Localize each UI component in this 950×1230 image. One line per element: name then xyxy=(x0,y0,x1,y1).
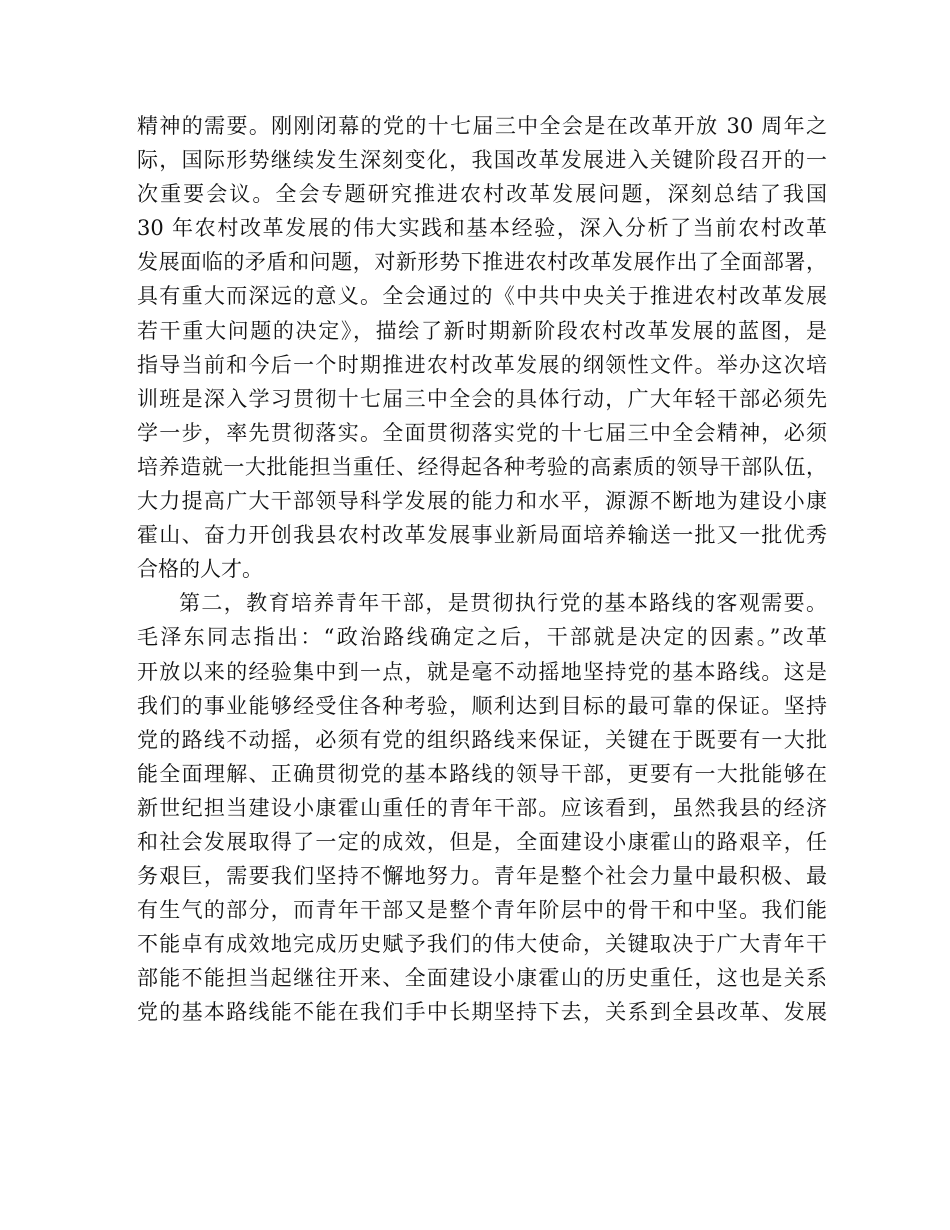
paragraph-1 xyxy=(137,109,827,586)
text-line: 精神的需要。刚刚闭幕的党的十七届三中全会是在改革开放 30 周年之 xyxy=(137,114,827,138)
text-line: 新世纪担当建设小康霍山重任的青年干部。应该看到，虽然我县的经济 xyxy=(137,795,827,820)
text-line: 发展面临的矛盾和问题，对新形势下推进农村改革发展作出了全面部署， xyxy=(137,250,827,275)
text-line: 党的路线不动摇，必须有党的组织路线来保证，关键在于既要有一大批 xyxy=(137,727,827,752)
text-line: 毛泽东同志指出：“政治路线确定之后，干部就是决定的因素。”改革 xyxy=(137,625,827,650)
text-line: 培养造就一大批能担当重任、经得起各种考验的高素质的领导干部队伍， xyxy=(137,454,827,479)
text-line: 第二，教育培养青年干部，是贯彻执行党的基本路线的客观需要。 xyxy=(179,591,827,616)
text-line: 际，国际形势继续发生深刻变化，我国改革发展进入关键阶段召开的一 xyxy=(137,148,827,173)
text-line: 霍山、奋力开创我县农村改革发展事业新局面培养输送一批又一批优秀 xyxy=(137,523,827,548)
text-line: 开放以来的经验集中到一点，就是毫不动摇地坚持党的基本路线。这是 xyxy=(137,659,827,684)
text-line: 学一步，率先贯彻落实。全面贯彻落实党的十七届三中全会精神，必须 xyxy=(137,420,827,445)
text-line: 指导当前和今后一个时期推进农村改革发展的纲领性文件。举办这次培 xyxy=(137,352,827,377)
text-line: 训班是深入学习贯彻十七届三中全会的具体行动，广大年轻干部必须先 xyxy=(137,386,827,411)
text-line: 我们的事业能够经受住各种考验，顺利达到目标的最可靠的保证。坚持 xyxy=(137,693,827,718)
text-line: 和社会发展取得了一定的成效，但是，全面建设小康霍山的路艰辛，任 xyxy=(137,829,827,854)
text-line: 30 年农村改革发展的伟大实践和基本经验，深入分析了当前农村改革 xyxy=(137,216,827,241)
text-line: 具有重大而深远的意义。全会通过的《中共中央关于推进农村改革发展 xyxy=(137,284,827,309)
text-line: 党的基本路线能不能在我们手中长期坚持下去，关系到全县改革、发展 xyxy=(137,1000,827,1025)
text-line: 大力提高广大干部领导科学发展的能力和水平，源源不断地为建设小康 xyxy=(137,489,827,514)
text-line: 能全面理解、正确贯彻党的基本路线的领导干部，更要有一大批能够在 xyxy=(137,761,827,786)
document-body xyxy=(137,109,827,1030)
text-line: 次重要会议。全会专题研究推进农村改革发展问题，深刻总结了我国 xyxy=(137,182,827,207)
text-line: 有生气的部分，而青年干部又是整个青年阶层中的骨干和中坚。我们能 xyxy=(137,898,827,923)
text-line: 若干重大问题的决定》，描绘了新时期新阶段农村改革发展的蓝图，是 xyxy=(137,318,827,343)
text-line: 务艰巨，需要我们坚持不懈地努力。青年是整个社会力量中最积极、最 xyxy=(137,864,827,889)
text-line: 不能卓有成效地完成历史赋予我们的伟大使命，关键取决于广大青年干 xyxy=(137,932,827,957)
text-line: 部能不能担当起继往开来、全面建设小康霍山的历史重任，这也是关系 xyxy=(137,966,827,991)
paragraph-2 xyxy=(137,586,827,1029)
text-line: 合格的人才。 xyxy=(137,557,263,582)
